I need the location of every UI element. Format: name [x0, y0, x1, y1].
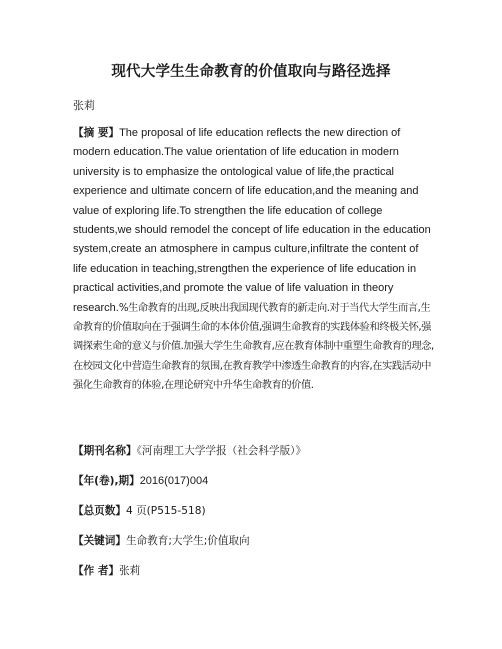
pages-row	[73, 503, 206, 518]
journal-value: 《河南理工大学学报（社会科学版）》	[136, 445, 307, 457]
pages-label: 【总页数】	[73, 505, 126, 517]
year-label: 【年(卷),期】	[73, 475, 140, 487]
journal-row	[73, 443, 306, 458]
keywords-value: 生命教育;大学生;价值取向	[125, 535, 250, 547]
abstract-chinese: %生命教育的出现,反映出我国现代教育的新走向.对于当代大学生而言,生命教育的价值取向在于强调生命的本体价值,强调生命教育的实践体验和终极关怀,强调探索生命的意义与价值.加强大学生生命教育,应在教育体制中重塑生命教育的理念,在校园文化中营造生命教育的氛围,在教育教学中渗透生命教育的内容,在实践活动中强化生命教育的体验,在理论研究中升华生命教育的价值.	[73, 302, 434, 392]
abstract-label: 【摘 要】	[73, 127, 120, 139]
year-value: 2016(017)004	[139, 475, 209, 487]
abstract-english: The proposal of life education reflects the new direction of modern education.The value orientation of life education in modern university is to emphasize the ontological value of life,the practical experience and ultimate concern of life education,and the meaning and value of exploring life.To strengthen the life education of college students,we should remodel the concept of life education in the education system,create an atmosphere in campus culture,infiltrate the content of life education in teaching,strengthen the experience of life education in practical activities,and promote the value of life valuation in theory research.	[73, 127, 431, 314]
author-label: 【作 者】	[73, 565, 120, 577]
pages-value: 4 页(P515-518)	[125, 505, 206, 517]
author-row	[73, 563, 140, 578]
abstract-block	[73, 124, 435, 396]
page-title: 现代大学生生命教育的价值取向与路径选择	[111, 64, 391, 80]
keywords-label: 【关键词】	[73, 535, 126, 547]
author-name: 张莉	[73, 99, 95, 112]
journal-label: 【期刊名称】	[73, 445, 137, 457]
keywords-row	[73, 533, 250, 548]
year-row	[73, 473, 208, 488]
author-value: 张莉	[119, 565, 141, 577]
